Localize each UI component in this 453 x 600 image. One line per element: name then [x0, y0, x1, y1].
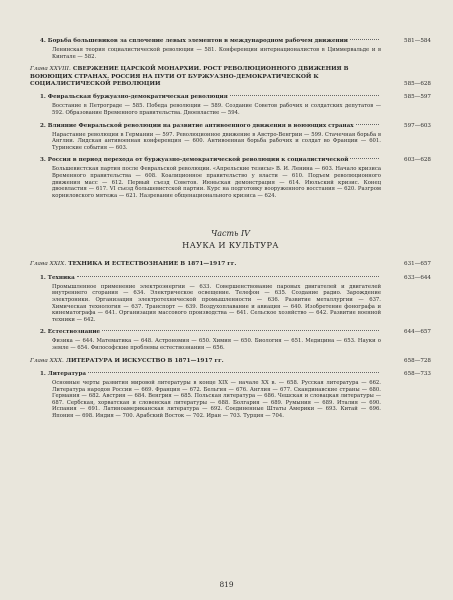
- section-title: 3. Россия в период перехода от буржуазно-демократической революции к социалистической: [40, 157, 349, 164]
- section-pages: 644—657: [404, 329, 431, 336]
- dot-leader: [350, 158, 379, 159]
- part-heading: [30, 229, 431, 251]
- dot-leader: [350, 39, 379, 40]
- section-title: 1. Февральская буржуазно-демократическая революция: [40, 94, 228, 101]
- section-description: Восстание в Петрограде — 585. Победа революции — 589. Создание Советов рабочих и солдатских депутатов — 592. Образование Временного правительства. Двоевластие — 594.: [52, 103, 381, 116]
- section-description: Большевистская партия после Февральской революции. «Апрельские тезисы» В. И. Ленина — 603. Начало кризиса Временного правительства — 608. Коалиционное правительство у власти — 610. Подъем революционного движения масс — 612. Первый съезд Советов. Июньская демонстрация — 614. Июльский кризис. Конец двоевластия — 617. VI съезд большевистской партии. Курс на подготовку вооруженного восстания — 620. Разгром корниловского мятежа — 621. Назревание общенационального кризиса — 624.: [52, 166, 381, 199]
- dot-leader: [88, 372, 379, 373]
- chapter-pages: 658—728: [404, 357, 431, 364]
- chapter-title: ТЕХНИКА И ЕСТЕСТВОЗНАНИЕ В 1871—1917 гг.: [68, 261, 237, 268]
- page-number: 819: [219, 580, 234, 589]
- chapter-pages: 631—657: [404, 261, 431, 268]
- part-name: НАУКА И КУЛЬТУРА: [182, 240, 279, 251]
- entries-top: [30, 38, 431, 199]
- part-title: Часть IV: [211, 229, 250, 239]
- chapter-title: СВЕРЖЕНИЕ ЦАРСКОЙ МОНАРХИИ. РОСТ РЕВОЛЮЦИОННОГО ДВИЖЕНИЯ В ВОЮЮЩИХ СТРАНАХ. РОССИЯ НА ПУТИ ОТ БУРЖУАЗНО-ДЕМОКРАТИЧЕСКОЙ К СОЦИАЛИСТИЧЕСКОЙ РЕВОЛЮЦИИ: [30, 66, 349, 87]
- toc-chapter[interactable]: [30, 261, 431, 268]
- section-title: 2. Влияние Февральской революции на развитие антивоенного движения в воюющих странах: [40, 122, 354, 129]
- section-description: Ленинская теория социалистической революции — 581. Конференции интернационалистов в Циммервальде и в Кинтале — 582.: [52, 47, 381, 60]
- toc-chapter[interactable]: [30, 358, 431, 365]
- chapter-prefix: Глава XXIX.: [30, 261, 67, 268]
- chapter-prefix: Глава XXVIII.: [30, 66, 71, 73]
- toc-section[interactable]: [40, 371, 431, 378]
- section-pages: 581—584: [404, 38, 431, 44]
- chapter-pages: 585—628: [404, 81, 431, 87]
- toc-section[interactable]: [40, 94, 431, 101]
- section-title: 2. Естествознание: [40, 329, 101, 336]
- section-description: Нарастание революции в Германии — 597. Революционное движение в Австро-Венгрии — 599. Стачечная борьба в Англии. Лидская антивоенная конференция — 600. Антивоенная борьба рабочих и солдат во Франции — 601. Туринские события — 603.: [52, 131, 381, 151]
- toc-chapter[interactable]: [30, 66, 431, 88]
- section-title: 4. Борьба большевиков за сплочение левых элементов в международном рабочем движении: [40, 38, 348, 44]
- section-pages: 585—597: [404, 94, 431, 101]
- section-pages: 603—628: [404, 157, 431, 164]
- dot-leader: [77, 276, 379, 277]
- toc-section[interactable]: [40, 157, 431, 164]
- dot-leader: [230, 95, 379, 96]
- entries-bottom: [30, 261, 431, 419]
- section-description: Физика — 644. Математика — 648. Астрономия — 650. Химия — 650. Биология — 651. Медицина — 653. Науки о земле — 654. Философские проблемы естествознания — 656.: [52, 338, 381, 351]
- toc-section[interactable]: [40, 275, 431, 282]
- section-title: 1. Техника: [40, 274, 75, 281]
- section-title: 1. Литература: [40, 370, 87, 377]
- chapter-title: ЛИТЕРАТУРА И ИСКУССТВО В 1871—1917 гг.: [65, 357, 224, 364]
- section-pages: 633—644: [404, 274, 431, 281]
- dot-leader: [102, 330, 379, 331]
- toc-section[interactable]: [40, 123, 431, 130]
- chapter-prefix: Глава XXX.: [30, 357, 64, 364]
- section-description: Основные черты развития мировой литературы в конце XIX — начале XX в. — 658. Русская литература — 662. Литература народов России — 669. Франция — 672. Бельгия — 676. Англия — 677. Скандинавские страны — 680. Германия — 682. Австрия — 684. Венгрия — 685. Польская литература — 686. Чешская и словацкая литературы — 687. Сербская, хорватская и словенская литературы — 688. Болгария — 689. Румыния — 689. Италия — 690. Испания — 691. Латиноамериканская литература — 692. Соединенные Штаты Америки — 693. Китай — 696. Япония — 698. Индия — 700. Арабский Восток — 702. Иран — 703. Турция — 704.: [52, 379, 381, 419]
- toc-section[interactable]: [40, 329, 431, 336]
- dot-leader: [356, 124, 379, 125]
- toc-section[interactable]: [40, 38, 431, 45]
- section-description: Промышленное применение электроэнергии — 633. Совершенствование паровых двигателей и двигателей внутреннего сгорания — 634. Электрическое освещение. Телефон — 635. Создание радио. Зарождение электроники. Организация электротехнической промышленности — 636. Развитие металлургии — 637. Химическая технология — 637. Транспорт — 639. Воздухоплавание и авиация — 640. Изобретение фонографа и кинематографа — 641. Организация массового производства — 641. Сельское хозяйство — 642. Развитие военной техники — 642.: [52, 283, 381, 323]
- section-pages: 597—603: [404, 122, 431, 129]
- section-pages: 658—733: [404, 370, 431, 377]
